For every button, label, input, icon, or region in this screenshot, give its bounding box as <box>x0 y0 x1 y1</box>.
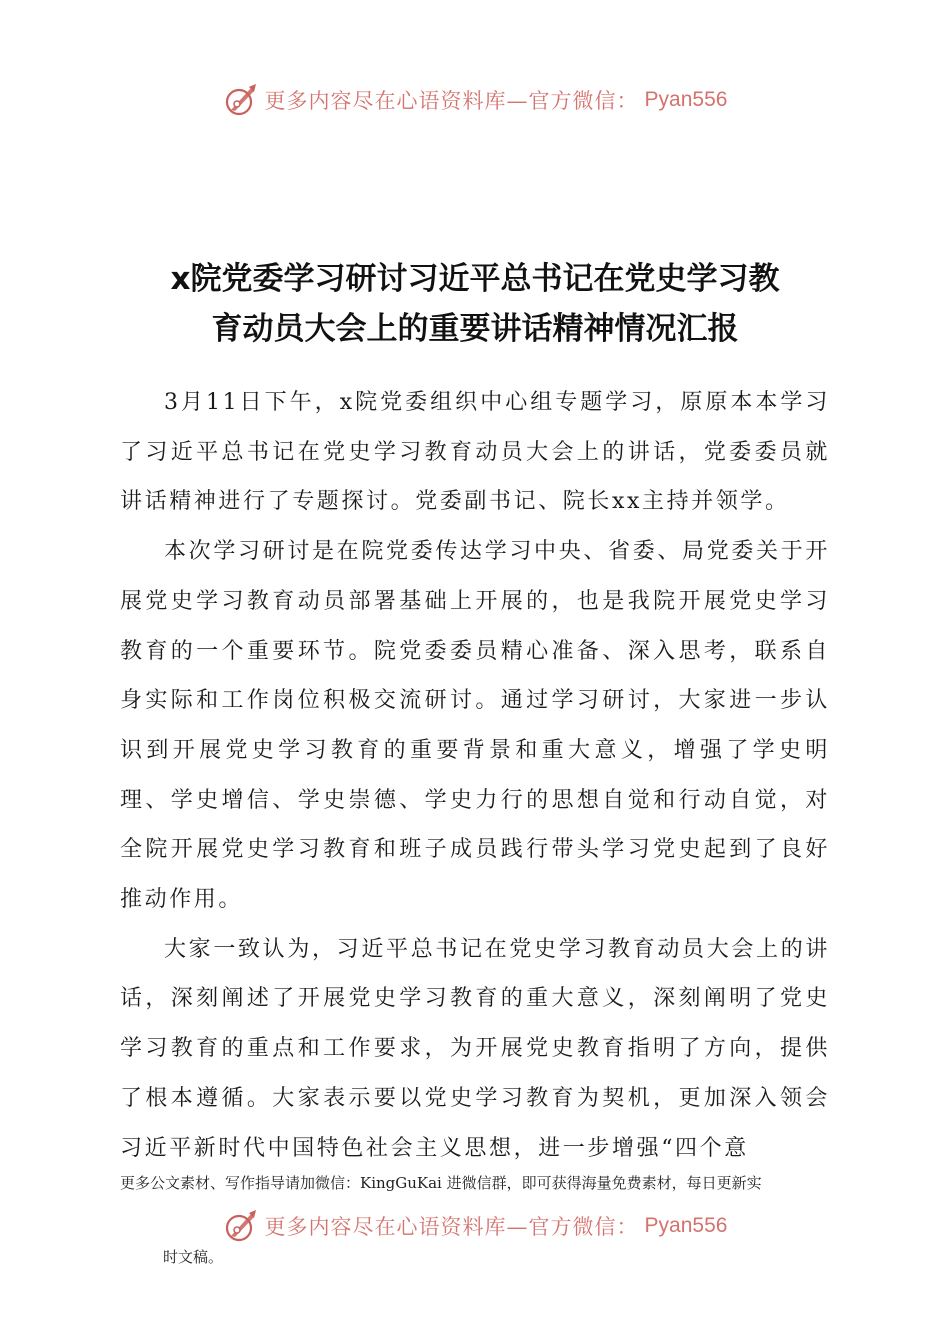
quill-pen-logo-icon <box>223 82 259 118</box>
watermark-wechat-id: Pyan556 <box>644 1214 728 1237</box>
paragraph-2: 本次学习研讨是在院党委传达学习中央、省委、局党委关于开展党史学习教育动员部署基础上开展的，也是我院开展党史学习教育的一个重要环节。院党委委员精心准备、深入思考，联系自身实际和工作岗位积极交流研讨。通过学习研讨，大家进一步认识到开展党史学习教育的重要背景和重大意义，增强了学史明理、学史增信、学史崇德、学史力行的思想自觉和行动自觉，对全院开展党史学习教育和班子成员践行带头学习党史起到了良好推动作用。 <box>120 539 830 913</box>
title-line-1: x院党委学习研讨习近平总书记在党史学习教 <box>170 261 780 297</box>
header-watermark <box>0 82 950 118</box>
footer-note-continuation: 时文稿。 <box>163 1248 224 1266</box>
footer-note: 更多公文素材、写作指导请加微信：KingGuKai 进微信群，即可获得海量免费素材，每日更新实 <box>120 1174 762 1192</box>
footer-watermark <box>0 1208 950 1244</box>
document-title <box>90 254 860 354</box>
paragraph-3: 大家一致认为，习近平总书记在党史学习教育动员大会上的讲话，深刻阐述了开展党史学习教育的重大意义，深刻阐明了党史学习教育的重点和工作要求，为开展党史教育指明了方向，提供了根本遵循。大家表示要以党史学习教育为契机，更加深入领会习近平新时代中国特色社会主义思想，进一步增强“四个意 <box>120 936 830 1161</box>
watermark-text: 更多内容尽在心语资料库—官方微信： <box>264 89 639 113</box>
watermark-wechat-id: Pyan556 <box>644 88 728 111</box>
document-body <box>120 378 830 1173</box>
title-line-2: 育动员大会上的重要讲话精神情况汇报 <box>211 311 739 347</box>
quill-pen-logo-icon <box>223 1208 259 1244</box>
watermark-text: 更多内容尽在心语资料库—官方微信： <box>264 1215 639 1239</box>
paragraph-1: 3月11日下午，x院党委组织中心组专题学习，原原本本学习了习近平总书记在党史学习教育动员大会上的讲话，党委委员就讲话精神进行了专题探讨。党委副书记、院长xx主持并领学。 <box>120 390 830 515</box>
